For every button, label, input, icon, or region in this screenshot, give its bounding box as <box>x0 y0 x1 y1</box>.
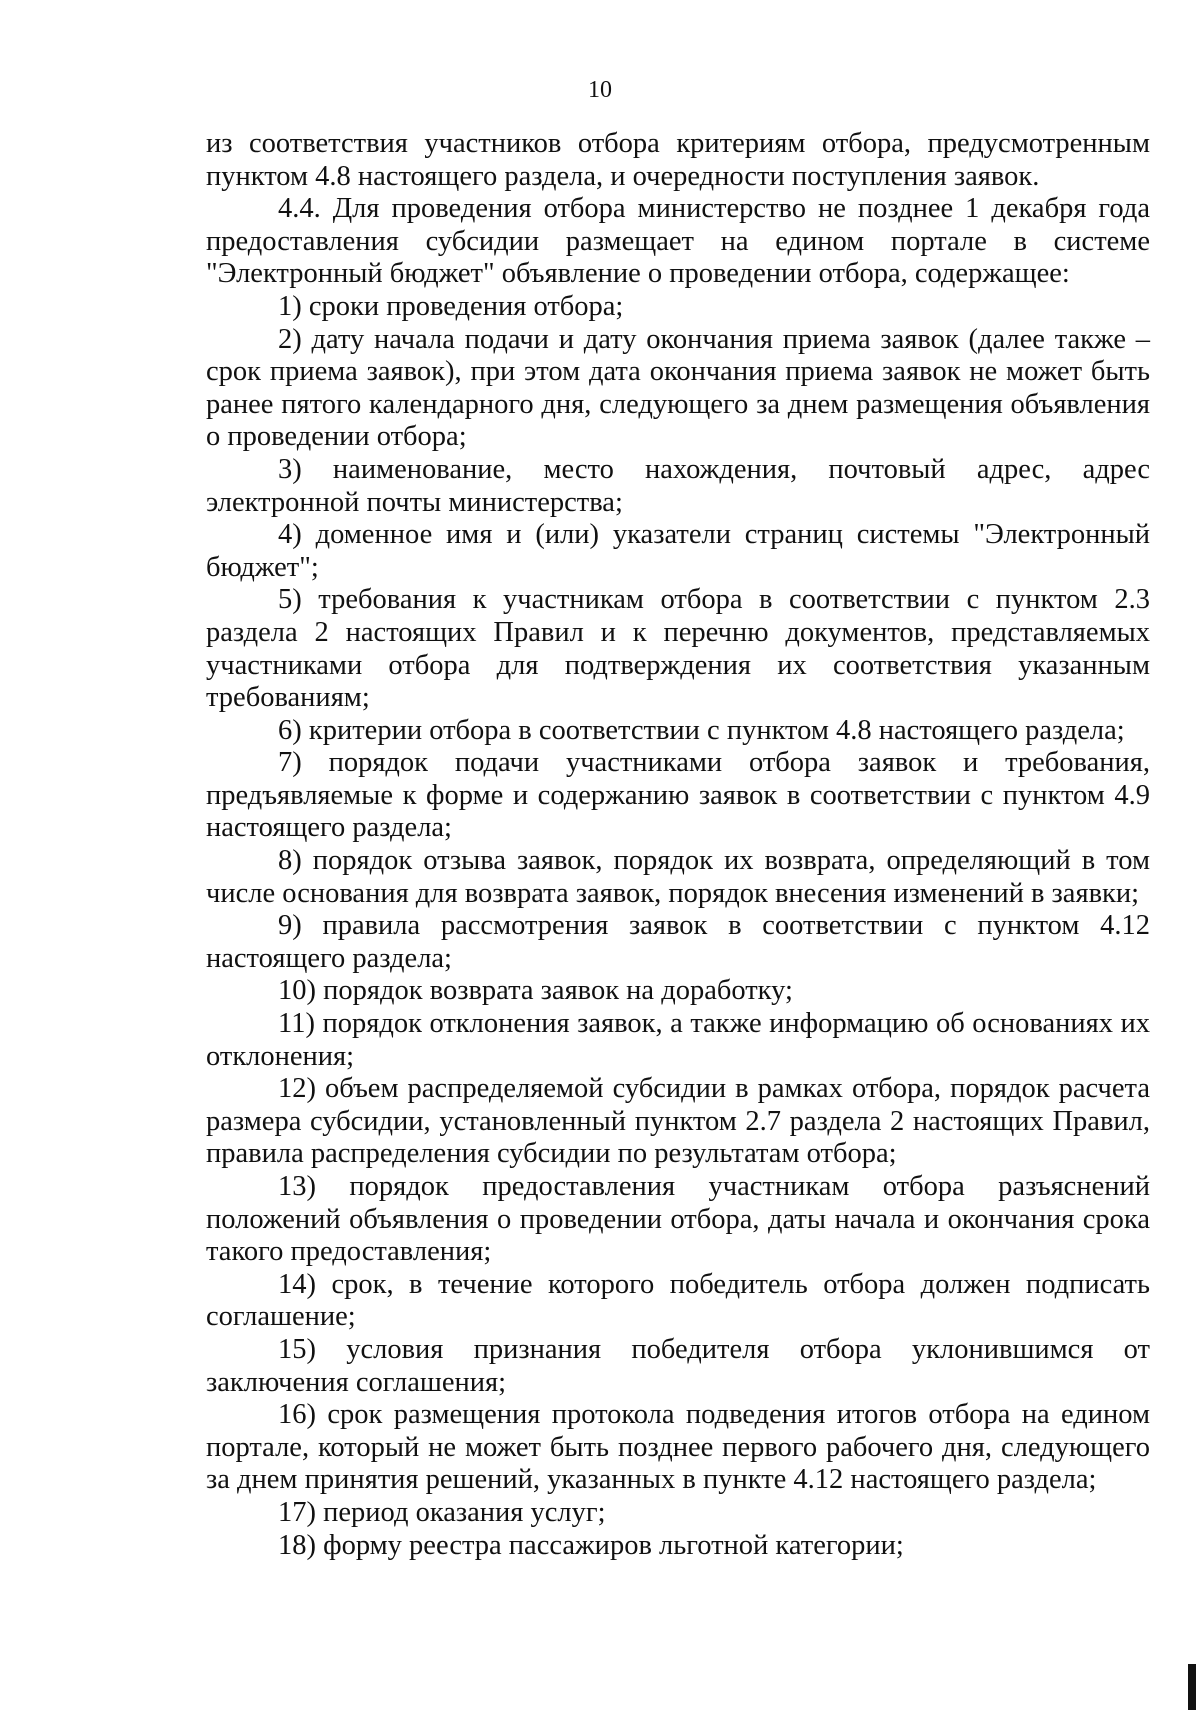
list-item: 9) правила рассмотрения заявок в соответствии с пунктом 4.12 настоящего раздела; <box>206 910 1150 974</box>
paragraph: из соответствия участников отбора критериям отбора, предусмотренным пунктом 4.8 настоящего раздела, и очередности поступления заявок. <box>206 128 1150 192</box>
list-item: 1) сроки проведения отбора; <box>278 290 624 322</box>
list-item: 4) доменное имя и (или) указатели страниц системы "Электронный бюджет"; <box>206 519 1150 583</box>
list-item: 12) объем распределяемой субсидии в рамках отбора, порядок расчета размера субсидии, установленный пунктом 2.7 раздела 2 настоящих Правил, правила распределения субсидии по результатам отбора; <box>206 1073 1150 1170</box>
list-item: 16) срок размещения протокола подведения итогов отбора на едином портале, который не может быть позднее первого рабочего дня, следующего за днем принятия решений, указанных в пункте 4.12 настоящего раздела; <box>206 1399 1150 1496</box>
list-item: 14) срок, в течение которого победитель отбора должен подписать соглашение; <box>206 1268 1150 1333</box>
list-item: 5) требования к участникам отбора в соответствии с пунктом 2.3 раздела 2 настоящих Правил и к перечню документов, представляемых участниками отбора для подтверждения их соответствия указанным требованиям; <box>206 584 1150 714</box>
paragraph: 4.4. Для проведения отбора министерство не позднее 1 декабря года предоставления субсидии размещает на едином портале в системе "Электронный бюджет" объявление о проведении отбора, содержащее: <box>206 193 1150 290</box>
list-item: 15) условия признания победителя отбора уклонившимся от заключения соглашения; <box>206 1333 1150 1398</box>
page-number: 10 <box>588 77 612 103</box>
document-body <box>206 128 1150 1562</box>
list-item: 17) период оказания услуг; <box>278 1496 606 1528</box>
list-item: 11) порядок отклонения заявок, а также информацию об основаниях их отклонения; <box>206 1008 1150 1072</box>
list-item: 8) порядок отзыва заявок, порядок их возврата, определяющий в том числе основания для возврата заявок, порядок внесения изменений в заявки; <box>206 845 1150 909</box>
list-item: 18) форму реестра пассажиров льготной категории; <box>278 1529 904 1561</box>
list-item: 2) дату начала подачи и дату окончания приема заявок (далее также – срок приема заявок), при этом дата окончания приема заявок не может быть ранее пятого календарного дня, следующего за днем размещения объявления о проведении отбора; <box>206 323 1150 453</box>
list-item: 7) порядок подачи участниками отбора заявок и требования, предъявляемые к форме и содержанию заявок в соответствии с пунктом 4.9 настоящего раздела; <box>206 747 1150 844</box>
list-item: 3) наименование, место нахождения, почтовый адрес, адрес электронной почты министерства; <box>206 453 1150 518</box>
list-item: 6) критерии отбора в соответствии с пунктом 4.8 настоящего раздела; <box>278 714 1125 746</box>
scan-edge-mark <box>1188 1664 1196 1710</box>
list-item: 10) порядок возврата заявок на доработку; <box>278 975 793 1007</box>
list-item: 13) порядок предоставления участникам отбора разъяснений положений объявления о проведении отбора, даты начала и окончания срока такого предоставления; <box>206 1171 1150 1268</box>
